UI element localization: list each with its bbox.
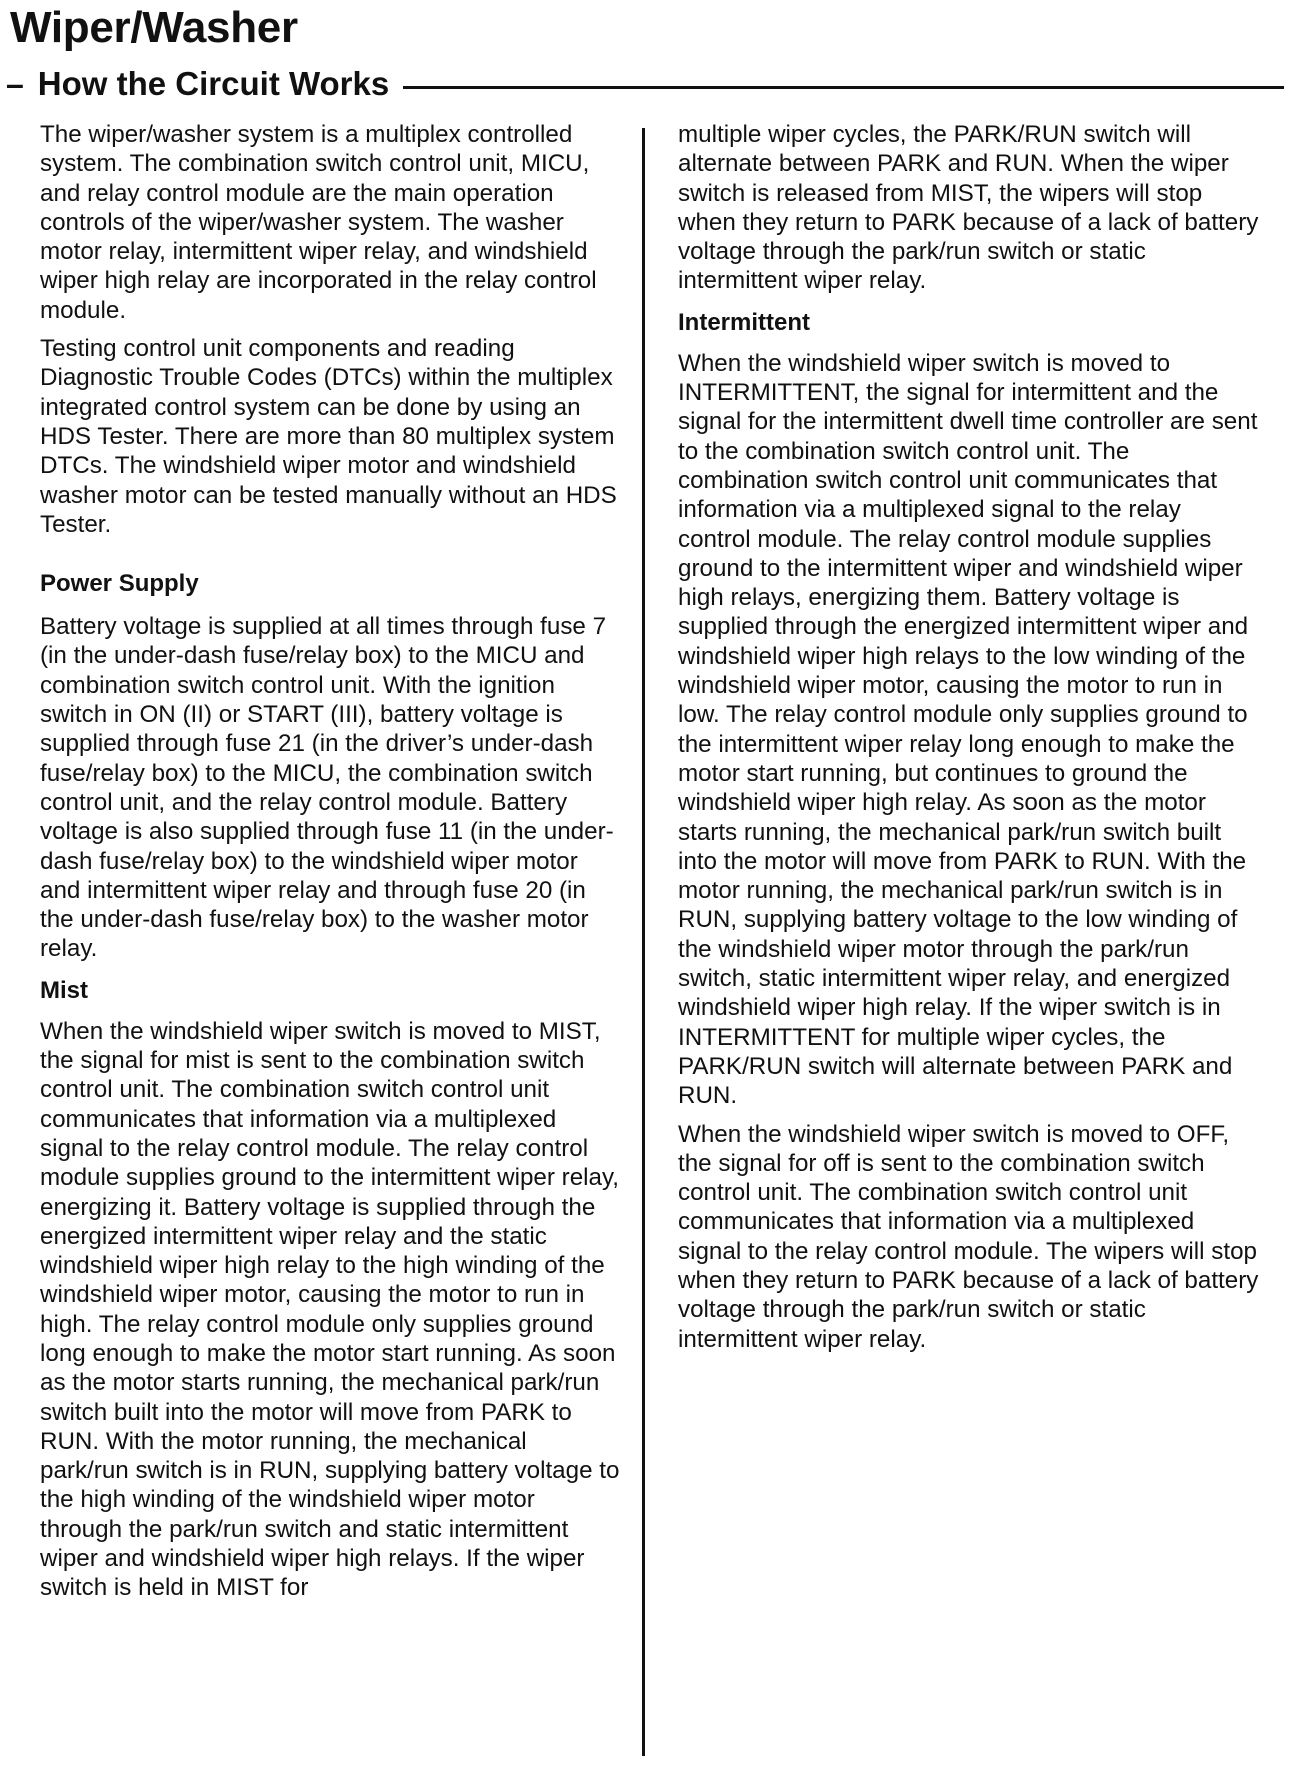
left-column <box>40 120 620 1612</box>
off-paragraph: When the windshield wiper switch is moved to OFF, the signal for off is sent to the combination switch control unit. The combination switch control unit communicates that information via a multiplexed signal to the relay control module. The wipers will stop when they return to PARK because of a lack of battery voltage through the park/run switch or static intermittent wiper relay. <box>678 1120 1259 1353</box>
mist-paragraph: When the windshield wiper switch is moved to MIST, the signal for mist is sent to the combination switch control unit. The combination switch control unit communicates that information via a multiplexed signal to the relay control module. The relay control module supplies ground to the intermittent wiper relay, energizing it. Battery voltage is supplied through the energized intermittent wiper relay and the static windshield wiper high relay to the high winding of the windshield wiper motor, causing the motor to run in high. The relay control module only supplies ground long enough to make the motor start running. As soon as the motor starts running, the mechanical park/run switch built into the motor will move from PARK to RUN. With the motor running, the mechanical park/run switch is in RUN, supplying battery voltage to the high winding of the windshield wiper motor through the park/run switch and static intermittent wiper and windshield wiper high relays. If the wiper switch is held in MIST for <box>40 1017 620 1602</box>
intermittent-paragraph: When the windshield wiper switch is moved to INTERMITTENT, the signal for intermittent and the signal for the intermittent dwell time controller are sent to the combination switch control unit. The combination switch control unit communicates that information via a multiplexed signal to the relay control module. The relay control module supplies ground to the intermittent wiper and windshield wiper high relays, energizing them. Battery voltage is supplied through the energized intermittent wiper and windshield wiper high relays to the low winding of the windshield wiper motor, causing the motor to run in low. The relay control module only supplies ground to the intermittent wiper relay long enough to make the motor start running, but continues to ground the windshield wiper high relay. As soon as the motor starts running, the mechanical park/run switch built into the motor will move from PARK to RUN. With the motor running, the mechanical park/run switch is in RUN, supplying battery voltage to the low winding of the windshield wiper motor through the park/run switch, static intermittent wiper relay, and energized windshield wiper high relay. If the wiper switch is in INTERMITTENT for multiple wiper cycles, the PARK/RUN switch will alternate between PARK and RUN. <box>678 349 1258 1110</box>
column-divider <box>642 128 645 1756</box>
right-column <box>678 120 1260 1363</box>
section-rule <box>403 86 1284 89</box>
intermittent-heading: Intermittent <box>678 308 810 336</box>
mist-heading: Mist <box>40 976 88 1004</box>
section-header <box>6 62 1284 106</box>
page-title: Wiper/Washer <box>10 3 298 52</box>
intro-paragraph-2: Testing control unit components and reading Diagnostic Trouble Codes (DTCs) within the multiplex integrated control system can be done by using an HDS Tester. There are more than 80 multiplex system DTCs. The windshield wiper motor and windshield washer motor can be tested manually without an HDS Tester. <box>40 335 617 538</box>
intro-paragraph-1: The wiper/washer system is a multiplex controlled system. The combination switch control unit, MICU, and relay control module are the main operation controls of the wiper/washer system. The washer motor relay, intermittent wiper relay, and windshield wiper high relay are incorporated in the relay control module. <box>40 121 597 324</box>
section-dash: – <box>6 66 24 102</box>
mist-continued-paragraph: multiple wiper cycles, the PARK/RUN switch will alternate between PARK and RUN. When the wiper switch is released from MIST, the wipers will stop when they return to PARK because of a lack of battery voltage through the park/run switch or static intermittent wiper relay. <box>678 121 1259 295</box>
power-supply-heading: Power Supply <box>40 570 199 598</box>
section-title: How the Circuit Works <box>37 65 390 102</box>
power-supply-paragraph: Battery voltage is supplied at all times through fuse 7 (in the under-dash fuse/relay box) to the MICU and combination switch control unit. With the ignition switch in ON (II) or START (III), battery voltage is supplied through fuse 21 (in the driver’s under-dash fuse/relay box) to the MICU, the combination switch control unit, and the relay control module. Battery voltage is also supplied through fuse 11 (in the under-dash fuse/relay box) to the windshield wiper motor and intermittent wiper relay and through fuse 20 (in the under-dash fuse/relay box) to the washer motor relay. <box>40 613 614 963</box>
